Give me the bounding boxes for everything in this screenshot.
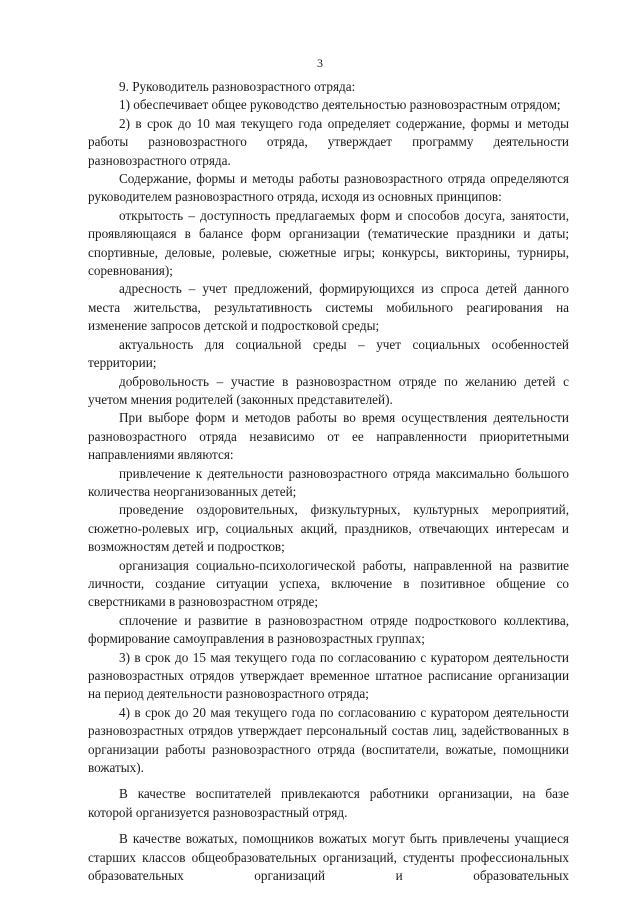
paragraph: В качестве вожатых, помощников вожатых могут быть привлечены учащиеся старших классов общеобразовательных организаций, студенты профессиональных образовательных организаций и образовательных: [88, 831, 569, 884]
paragraph: актуальность для социальной среды – учет социальных особенностей территории;: [88, 336, 569, 371]
paragraph: 1) обеспечивает общее руководство деятельностью разновозрастным отрядом;: [119, 97, 561, 113]
paragraph: организация социально-психологической работы, направленной на развитие личности, создание ситуации успеха, включение в позитивное общение со сверстниками в разновозрастном отряде;: [88, 557, 569, 610]
paragraph: проведение оздоровительных, физкультурных, культурных мероприятий, сюжетно-ролевых игр, социальных акций, праздников, отвечающих интересам и возможностям детей и подростков;: [88, 502, 569, 555]
paragraph: Содержание, формы и методы работы разновозрастного отряда определяются руководителем разновозрастного отряда, исходя из основных принципов:: [88, 171, 569, 205]
paragraph: 2) в срок до 10 мая текущего года определяет содержание, формы и методы работы разновозрастного отряда, утверждает программу деятельности разновозрастного отряда.: [88, 115, 569, 168]
paragraph: открытость – доступность предлагаемых форм и способов досуга, занятости, проявляющаяся в балансе форм организации (тематические праздники и даты; спортивные, деловые, ролевые, сюжетные игры; конкурсы, викторины, турниры, соревнования);: [88, 207, 569, 279]
paragraph: привлечение к деятельности разновозрастного отряда максимально большого количества неорганизованных детей;: [88, 465, 569, 499]
paragraph: добровольность – участие в разновозрастном отряде по желанию детей с учетом мнения родителей (законных представителей).: [88, 373, 569, 407]
page-number: 3: [317, 56, 323, 70]
paragraph: 9. Руководитель разновозрастного отряда:: [119, 79, 356, 94]
paragraph: 4) в срок до 20 мая текущего года по согласованию с куратором деятельности разновозрастных отрядов утверждает персональный состав лиц, задействованных в организации работы разновозрастного отряда (воспитатели, вожатые, помощники вожатых).: [88, 704, 569, 776]
paragraph: адресность – учет предложений, формирующихся из спроса детей данного места жительства, результативность системы мобильного реагирования на изменение запросов детской и подростковой среды;: [88, 281, 569, 334]
paragraph: При выборе форм и методов работы во время осуществления деятельности разновозрастного отряда независимо от ее направленности приоритетными направлениями являются:: [88, 410, 569, 463]
document-body: [88, 78, 569, 885]
paragraph: В качестве воспитателей привлекаются работники организации, на базе которой организуется разновозрастный отряд.: [88, 786, 569, 820]
paragraph: 3) в срок до 15 мая текущего года по согласованию с куратором деятельности разновозрастных отрядов утверждает временное штатное расписание организации на период деятельности разновозрастного отряда;: [88, 649, 569, 702]
paragraph: сплочение и развитие в разновозрастном отряде подросткового коллектива, формирование самоуправления в разновозрастных группах;: [88, 612, 569, 647]
